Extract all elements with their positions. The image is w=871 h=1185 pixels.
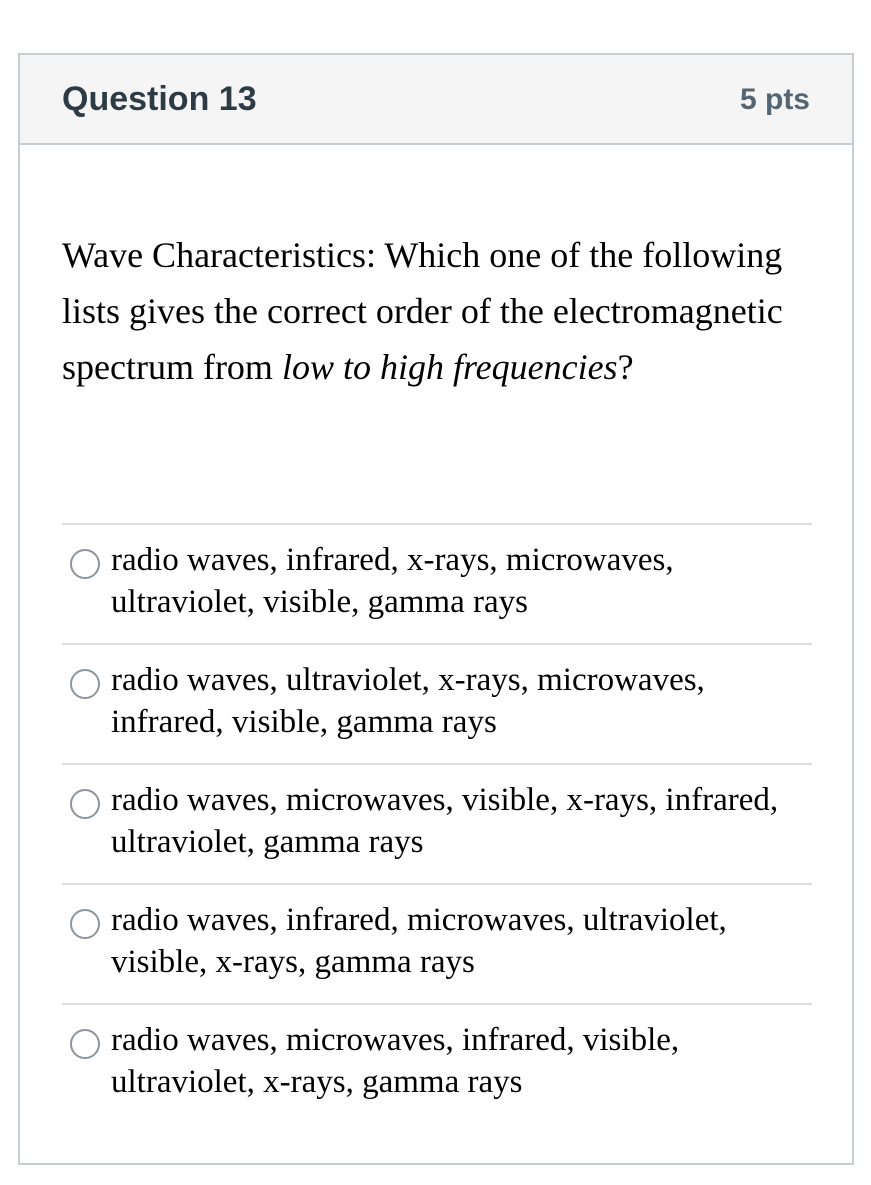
answer-option-4[interactable] [62, 883, 812, 1003]
answer-option-5[interactable] [62, 1003, 812, 1123]
question-text-suffix: ? [617, 347, 634, 387]
answer-label-2[interactable]: radio waves, ultraviolet, x-rays, microwaves, infrared, visible, gamma rays [111, 662, 705, 740]
answer-label-3[interactable]: radio waves, microwaves, visible, x-rays, infrared, ultraviolet, gamma rays [111, 782, 779, 860]
radio-button-5[interactable] [70, 1029, 100, 1059]
answer-label-1[interactable]: radio waves, infrared, x-rays, microwaves, ultraviolet, visible, gamma rays [111, 542, 674, 620]
radio-button-3[interactable] [70, 789, 100, 819]
answer-option-2[interactable] [62, 643, 812, 763]
answer-label-5[interactable]: radio waves, microwaves, infrared, visible, ultraviolet, x-rays, gamma rays [111, 1022, 680, 1100]
radio-button-2[interactable] [70, 669, 100, 699]
question-text-prefix: Wave Characteristics: Which one of the following lists gives the correct order of the electromagnetic spectrum from [62, 235, 783, 387]
question-title: Question 13 [62, 80, 257, 118]
question-points: 5 pts [739, 83, 810, 116]
answer-option-3[interactable] [62, 763, 812, 883]
radio-button-4[interactable] [70, 909, 100, 939]
radio-button-1[interactable] [70, 549, 100, 579]
question-text-emphasis: low to high frequencies [281, 347, 618, 387]
answer-option-1[interactable] [62, 523, 812, 643]
question-card [18, 53, 854, 1165]
answer-label-4[interactable]: radio waves, infrared, microwaves, ultraviolet, visible, x-rays, gamma rays [111, 902, 727, 980]
question-header [20, 55, 852, 145]
answer-list [62, 523, 812, 1123]
question-text [62, 227, 792, 395]
